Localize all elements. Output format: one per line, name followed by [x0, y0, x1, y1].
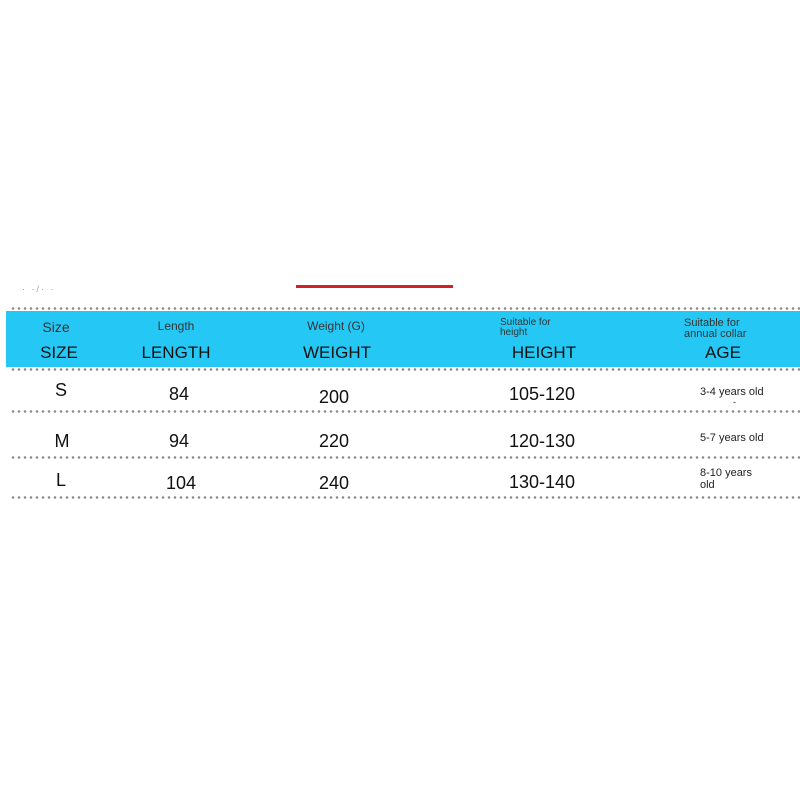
- header-weight-small: Weight (G): [307, 319, 365, 333]
- cell-age-line-1: 8-10 years: [700, 467, 752, 479]
- dotted-divider: [10, 368, 800, 371]
- cell-height: 105-120: [508, 384, 576, 404]
- dotted-divider: [10, 307, 800, 310]
- cell-length: 104: [165, 473, 197, 493]
- table-header: [6, 311, 800, 367]
- dotted-divider: [10, 456, 800, 459]
- cell-weight: 240: [318, 473, 350, 493]
- dotted-divider: [10, 496, 800, 499]
- header-length-small: Length: [157, 319, 195, 333]
- header-size: SIZE: [40, 343, 78, 362]
- header-height-small-1: Suitable for: [500, 317, 551, 328]
- cell-weight: 200: [318, 387, 350, 407]
- cell-age-line-2: old: [700, 479, 715, 491]
- cell-height: 130-140: [508, 472, 576, 492]
- header-height: HEIGHT: [511, 343, 577, 362]
- header-size-small: Size: [42, 319, 70, 335]
- header-age-small-2: annual collar: [684, 328, 747, 340]
- accent-bar: [296, 285, 453, 288]
- cell-weight: 220: [318, 431, 350, 451]
- cell-age: 5-7 years old: [700, 432, 764, 444]
- cell-size: S: [54, 380, 67, 400]
- cell-length: 94: [168, 431, 190, 451]
- header-length: LENGTH: [141, 343, 211, 362]
- cell-age-mark: -: [733, 397, 736, 407]
- cell-age: 3-4 years old: [700, 386, 764, 398]
- faint-caption-marks: · ·/· ·: [22, 284, 56, 294]
- cell-size: L: [55, 470, 66, 490]
- header-age: AGE: [705, 343, 741, 362]
- cell-height: 120-130: [508, 431, 576, 451]
- cell-size: M: [54, 431, 70, 451]
- cell-length: 84: [168, 384, 190, 404]
- header-age-small-1: Suitable for: [684, 317, 740, 329]
- header-height-small-2: height: [500, 327, 528, 338]
- header-weight: WEIGHT: [303, 343, 371, 362]
- dotted-divider: [10, 410, 800, 413]
